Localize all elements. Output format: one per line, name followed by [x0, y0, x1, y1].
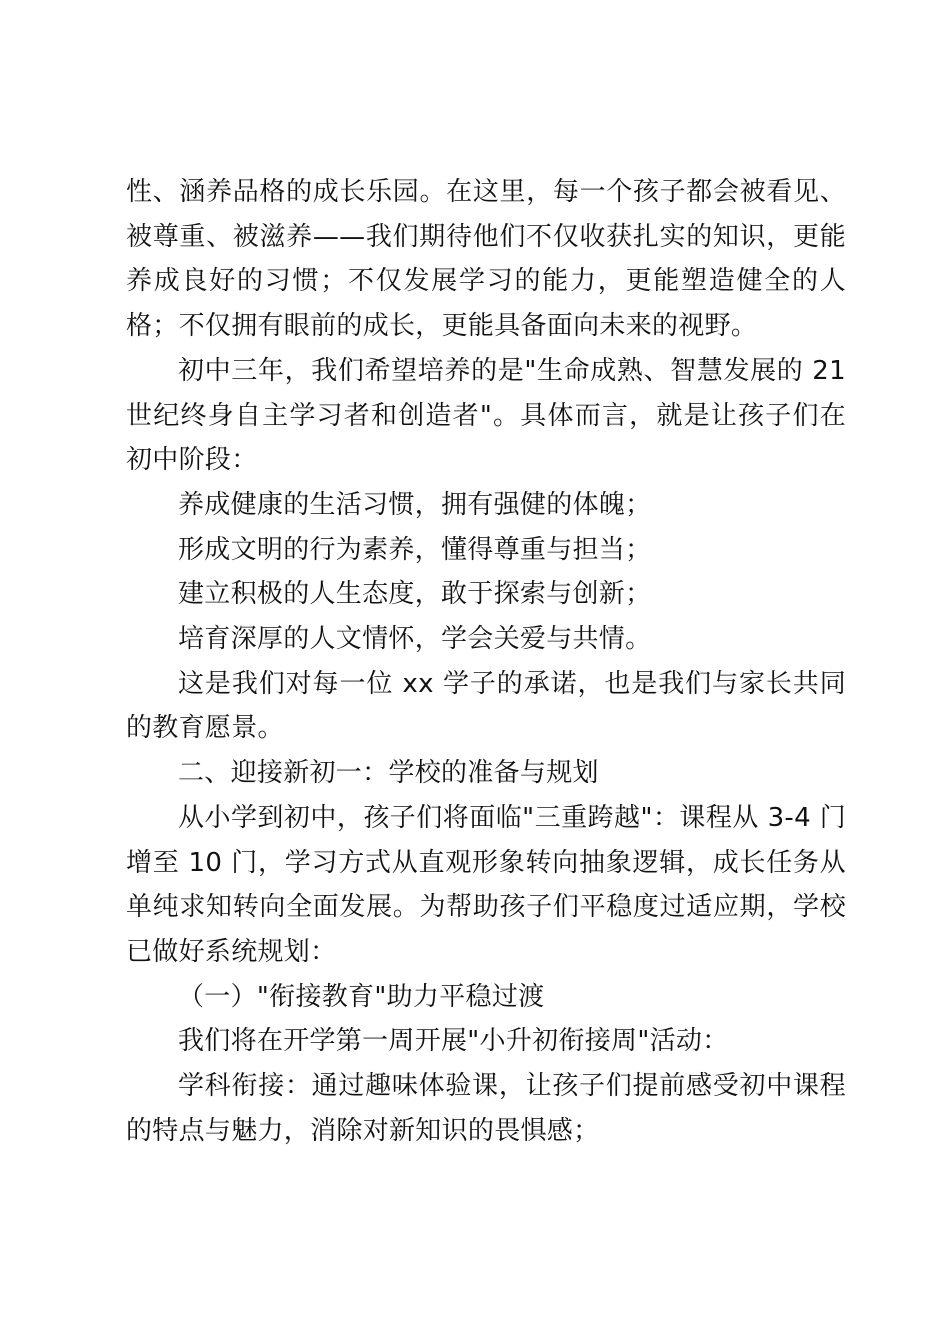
list-item-humanity: 培育深厚的人文情怀，学会关爱与共情。 — [178, 624, 652, 655]
list-item-habit: 养成健康的生活习惯，拥有强健的体魄； — [178, 489, 652, 520]
subsection-heading: （一）"衔接教育"助力平稳过渡 — [178, 981, 545, 1012]
paragraph-subject-bridge: 学科衔接：通过趣味体验课，让孩子们提前感受初中课程的特点与魅力，消除对新知识的畏惧感； — [126, 1071, 846, 1146]
list-item-attitude: 建立积极的人生态度，敢于探索与创新； — [178, 579, 652, 610]
section-heading: 二、迎接新初一：学校的准备与规划 — [178, 758, 599, 789]
paragraph-activity: 我们将在开学第一周开展"小升初衔接周"活动： — [178, 1026, 729, 1057]
paragraph-continuation: 性、涵养品格的成长乐园。在这里，每一个孩子都会被看见、被尊重、被滋养——我们期待他们不仅收获扎实的知识，更能养成良好的习惯；不仅发展学习的能力，更能塑造健全的人格；不仅拥有眼前的成长，更能具备面向未来的视野。 — [126, 177, 846, 342]
paragraph-goal: 初中三年，我们希望培养的是"生命成熟、智慧发展的 21 世纪终身自主学习者和创造者"。具体而言，就是让孩子们在初中阶段： — [126, 355, 846, 476]
paragraph-transition: 从小学到初中，孩子们将面临"三重跨越"：课程从 3-4 门增至 10 门，学习方式从直观形象转向抽象逻辑，成长任务从单纯求知转向全面发展。为帮助孩子们平稳度过适应期，学校已做好系统规划： — [126, 802, 846, 967]
paragraph-promise: 这是我们对每一位 xx 学子的承诺，也是我们与家长共同的教育愿景。 — [126, 668, 846, 744]
document-body — [126, 170, 846, 1153]
list-item-behavior: 形成文明的行为素养，懂得尊重与担当； — [178, 534, 652, 565]
